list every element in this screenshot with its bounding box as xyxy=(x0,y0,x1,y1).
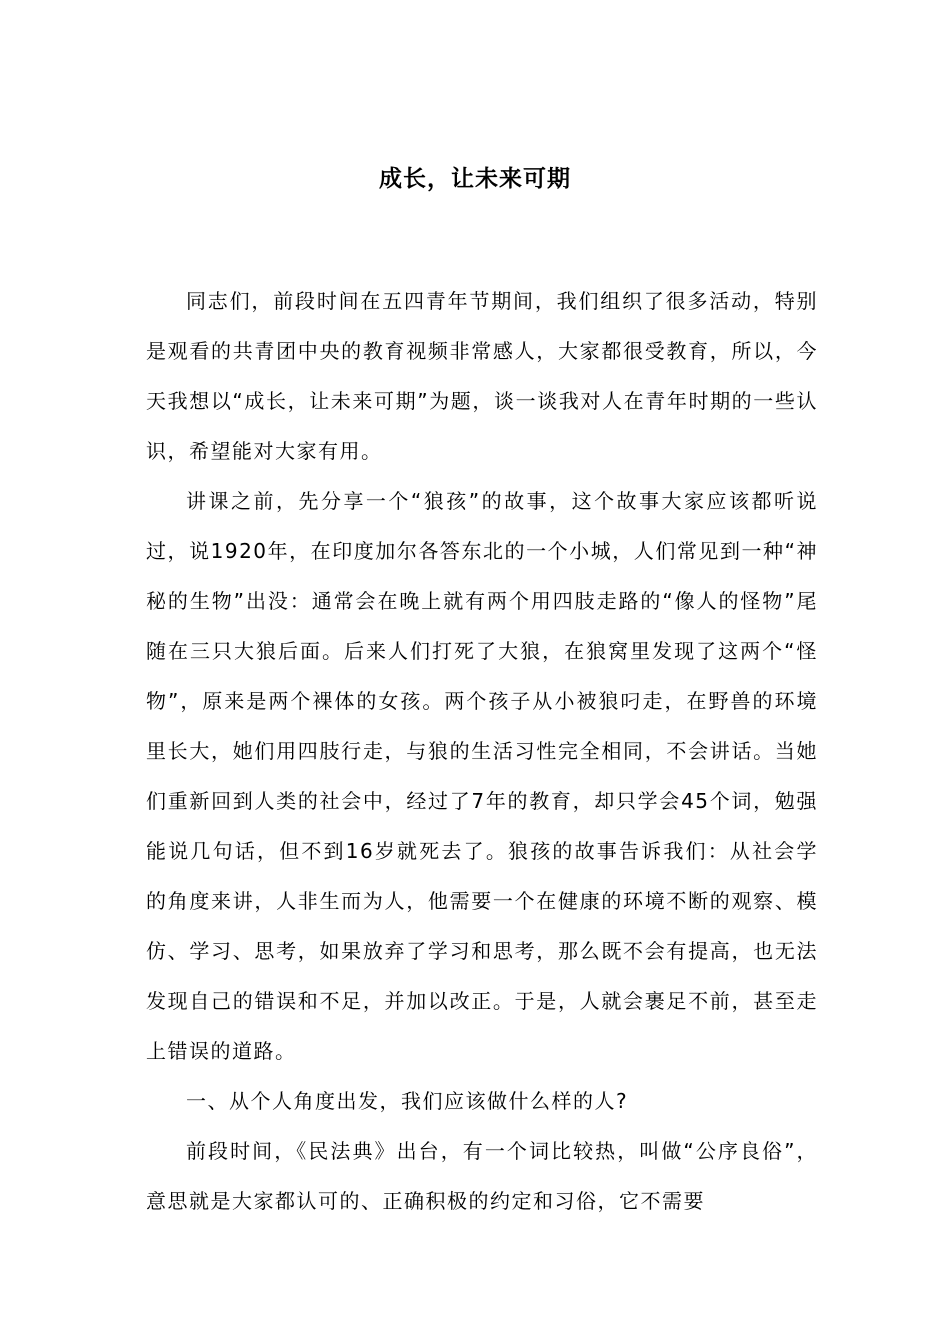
document-title: 成长，让未来可期 xyxy=(379,166,571,192)
paragraph-wolf-child-story: 讲课之前，先分享一个“狼孩”的故事，这个故事大家应该都听说过，说1920年，在印度加尔各答东北的一个小城，人们常见到一种“神秘的生物”出没：通常会在晚上就有两个用四肢走路的“像人的怪物”尾随在三只大狼后面。后来人们打死了大狼，在狼窝里发现了这两个“怪物”，原来是两个裸体的女孩。两个孩子从小被狼叼走，在野兽的环境里长大，她们用四肢行走，与狼的生活习性完全相同，不会讲话。当她们重新回到人类的社会中，经过了7年的教育，却只学会45个词，勉强能说几句话，但不到16岁就死去了。狼孩的故事告诉我们：从社会学的角度来讲，人非生而为人，他需要一个在健康的环境不断的观察、模仿、学习、思考，如果放弃了学习和思考，那么既不会有提高，也无法发现自己的错误和不足，并加以改正。于是，人就会裹足不前，甚至走上错误的道路。 xyxy=(146,489,818,1063)
paragraph-intro: 同志们，前段时间在五四青年节期间，我们组织了很多活动，特别是观看的共青团中央的教育视频非常感人，大家都很受教育，所以，今天我想以“成长，让未来可期”为题，谈一谈我对人在青年时期的一些认识，希望能对大家有用。 xyxy=(146,289,818,463)
document-body xyxy=(146,276,818,1226)
paragraph-civil-code: 前段时间，《民法典》出台，有一个词比较热，叫做“公序良俗”，意思就是大家都认可的、正确积极的约定和习俗，它不需要 xyxy=(146,1139,818,1213)
section-heading-1: 一、从个人角度出发，我们应该做什么样的人? xyxy=(186,1089,629,1113)
